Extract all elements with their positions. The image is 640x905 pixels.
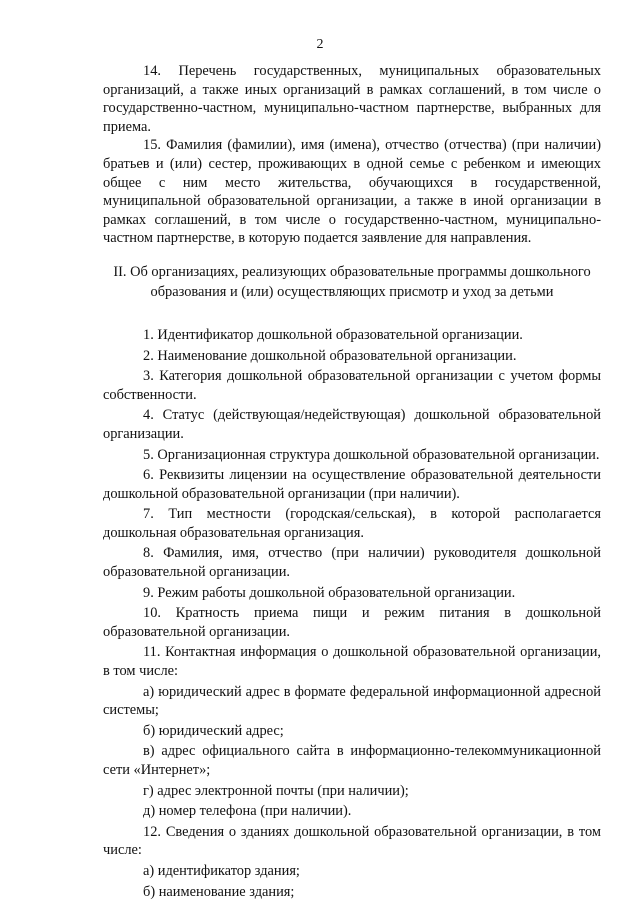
document-body (103, 62, 601, 903)
list-item-3: 3. Категория дошкольной образовательной организации с учетом формы собственности. (103, 368, 601, 403)
page-number: 2 (316, 37, 324, 52)
list-item-12: 12. Сведения о зданиях дошкольной образовательной организации, в том числе: (103, 823, 601, 859)
list-item-11-a: а) юридический адрес в формате федеральной информационной адресной системы; (103, 683, 601, 719)
list-item-8: 8. Фамилия, имя, отчество (при наличии) руководителя дошкольной образовательной организации. (103, 545, 601, 581)
list-item-7: 7. Тип местности (городская/сельская), в которой располагается дошкольная образовательная организация. (103, 506, 601, 541)
list-item-11-d: д) номер телефона (при наличии). (143, 803, 352, 820)
paragraph-15: 15. Фамилия (фамилии), имя (имена), отчество (отчества) (при наличии) братьев и (или) сестер, проживающих в одной семье с ребенком и имеющих общее с ним место жительства, обучающихся в государственной, муниципальной образовательной организации, а также в иной организации в рамках соглашений, в том числе о государственно-частном, муниципально-частном партнерстве, в которую подается заявление для направления. (103, 137, 601, 247)
section-heading (103, 262, 601, 302)
section-heading-line-2: образования и (или) осуществляющих присмотр и уход за детьми (150, 283, 554, 300)
list-item-4: 4. Статус (действующая/недействующая) дошкольной образовательной организации. (103, 407, 601, 442)
list-item-5: 5. Организационная структура дошкольной образовательной организации. (143, 446, 600, 463)
list-item-11-g: г) адрес электронной почты (при наличии); (143, 782, 409, 799)
list-item-2: 2. Наименование дошкольной образовательной организации. (143, 347, 517, 364)
list-item-10: 10. Кратность приема пищи и режим питания в дошкольной образовательной организации. (103, 605, 601, 640)
list-item-12-b: б) наименование здания; (143, 883, 295, 900)
list-item-11: 11. Контактная информация о дошкольной образовательной организации, в том числе: (103, 644, 601, 680)
list-item-1: 1. Идентификатор дошкольной образовательной организации. (143, 326, 523, 343)
list-item-9: 9. Режим работы дошкольной образовательной организации. (143, 584, 516, 601)
list-item-11-b: б) юридический адрес; (143, 722, 284, 739)
list-item-6: 6. Реквизиты лицензии на осуществление образовательной деятельности дошкольной образовательной организации (при наличии). (103, 467, 601, 502)
list-item-11-v: в) адрес официального сайта в информационно-телекоммуникационной сети «Интернет»; (103, 743, 601, 778)
list-item-12-a: а) идентификатор здания; (143, 862, 300, 879)
paragraph-14: 14. Перечень государственных, муниципальных образовательных организаций, а также иных организаций в рамках соглашений, в том числе о государственно-частном, муниципально-частном партнерстве, выбранных для приема. (103, 63, 601, 135)
section-heading-line-1: II. Об организациях, реализующих образовательные программы дошкольного (113, 263, 591, 280)
